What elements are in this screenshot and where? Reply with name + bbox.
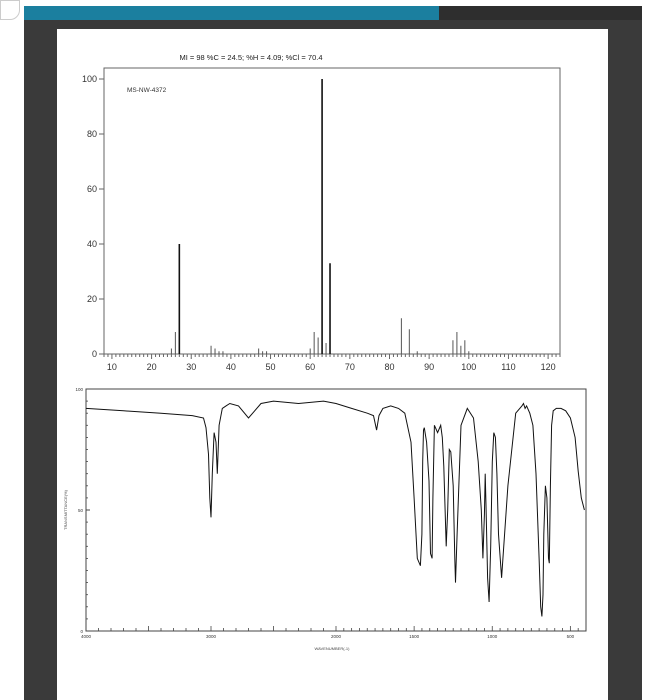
ms-y-tick-label: 0 — [91, 349, 97, 359]
ms-x-tick-label: 40 — [225, 362, 236, 372]
ir-x-tick-label: 1500 — [409, 634, 420, 639]
ms-x-tick-label: 70 — [344, 362, 355, 372]
ir-y-tick-label: 50 — [77, 508, 83, 513]
ms-x-tick-label: 80 — [384, 362, 395, 372]
ir-y-tick-label: 100 — [75, 387, 83, 392]
ms-y-tick-label: 40 — [86, 239, 97, 249]
ir-transmittance-line — [86, 401, 584, 616]
ir-x-tick-label: 500 — [566, 634, 575, 639]
ms-x-tick-label: 30 — [186, 362, 197, 372]
ir-spectrum-chart — [57, 374, 608, 651]
corner-tab — [0, 0, 20, 20]
ir-y-axis-label: TRANSMITTANCE(%) — [63, 490, 68, 530]
ms-y-tick-label: 60 — [86, 184, 97, 194]
ms-x-tick-label: 60 — [305, 362, 316, 372]
ms-x-tick-label: 120 — [540, 362, 556, 372]
ms-x-tick-label: 50 — [265, 362, 276, 372]
ms-x-tick-label: 90 — [424, 362, 435, 372]
ms-x-tick-label: 100 — [461, 362, 477, 372]
ir-y-tick-label: 0 — [80, 629, 83, 634]
ms-y-tick-label: 80 — [86, 129, 97, 139]
spectra-page — [57, 29, 608, 700]
ms-x-tick-label: 10 — [106, 362, 117, 372]
ms-y-tick-label: 20 — [86, 294, 97, 304]
ir-x-axis-label: WAVENUMBER(-1) — [314, 646, 350, 651]
ir-x-tick-label: 4000 — [80, 634, 92, 639]
ir-x-tick-label: 2000 — [330, 634, 342, 639]
header-bar-accent — [24, 6, 439, 20]
ms-x-tick-label: 20 — [146, 362, 157, 372]
ms-title: MI = 98 %C = 24.5; %H = 4.09; %Cl = 70.4 — [179, 53, 323, 62]
ms-plot-frame — [104, 68, 560, 354]
header-bar-dark — [439, 6, 642, 20]
ir-plot-frame — [86, 389, 586, 631]
ms-annotation: MS-NW-4372 — [127, 87, 167, 94]
ir-x-tick-label: 3000 — [205, 634, 217, 639]
ms-y-tick-label: 100 — [81, 74, 97, 84]
mass-spectrum-chart — [57, 29, 608, 374]
ir-x-tick-label: 1000 — [487, 634, 498, 639]
ms-x-tick-label: 110 — [501, 362, 516, 372]
